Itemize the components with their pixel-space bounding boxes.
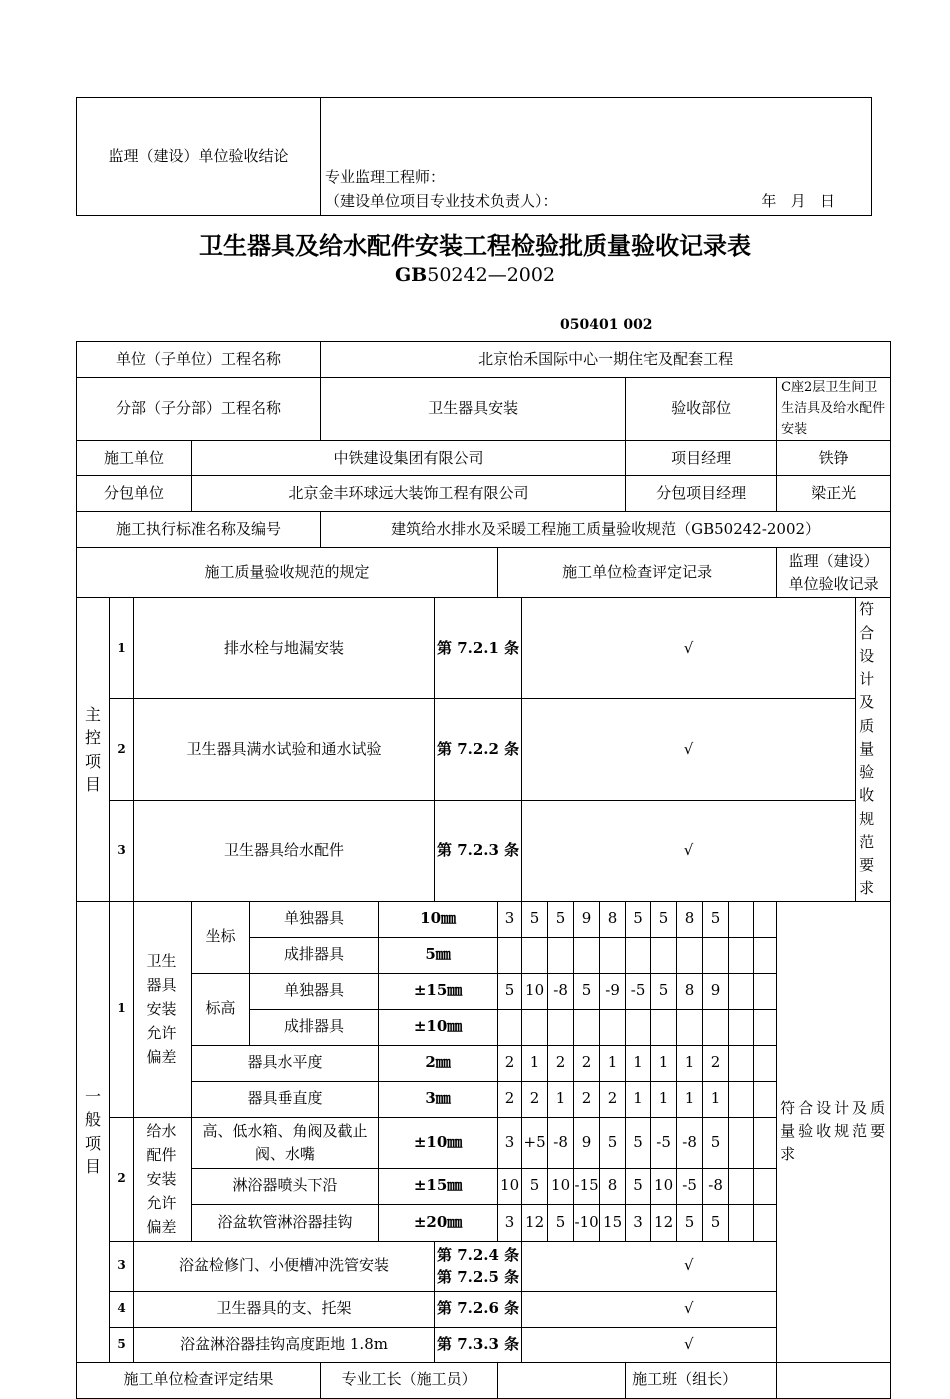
measurement-cell [729,1117,754,1168]
measurement-cell [574,937,600,973]
date-label: 年 月 日 [761,192,835,210]
general-row-name: 单独器具 [250,973,379,1009]
measurement-cell: 9 [703,973,729,1009]
main-item-no: 2 [110,699,134,800]
main-control-label: 主控项目 [77,598,110,901]
measurement-cell [754,1204,777,1241]
measurement-cell [754,973,777,1009]
main-item-clause: 第 7.2.2 条 [435,699,522,800]
measurement-cell [677,937,703,973]
measurement-cell [626,1009,651,1045]
measurement-cell [754,1117,777,1168]
measurement-cell [651,1009,677,1045]
general-item-no: 4 [110,1291,134,1327]
general-row-name: 器具垂直度 [192,1081,379,1117]
measurement-cell: -5 [626,973,651,1009]
general-row-name: 单独器具 [250,901,379,937]
measurement-cell: 5 [522,1168,548,1204]
owner-label: （建设单位项目专业技术负责人）： [325,192,558,210]
general-row-name: 浴盆软管淋浴器挂钩 [192,1204,379,1241]
measurement-cell: 5 [703,901,729,937]
main-item-name: 卫生器具给水配件 [134,800,435,901]
general-item-no: 5 [110,1327,134,1362]
measurement-cell: 9 [574,901,600,937]
general-item-clause-line: 第 7.2.5 条 [436,1268,520,1287]
measurement-cell: 2 [498,1045,522,1081]
general-item-name: 卫生器具的支、托架 [134,1291,435,1327]
measurement-cell: -9 [600,973,626,1009]
measurement-cell [600,937,626,973]
measurement-cell: 9 [574,1117,600,1168]
measurement-cell: 5 [626,1168,651,1204]
measurement-cell: 5 [600,1117,626,1168]
measurement-cell [729,1081,754,1117]
measurement-cell: 1 [522,1045,548,1081]
measurement-cell: 1 [651,1045,677,1081]
measurement-cell [754,1168,777,1204]
subdivision-label: 分部（子分部）工程名称 [77,378,321,441]
measurement-cell: 3 [498,1117,522,1168]
general-item-clause [435,1241,522,1291]
measurement-cell [729,1204,754,1241]
main-item-clause: 第 7.2.1 条 [435,598,522,699]
general-group-name: 给水配件安装允许偏差 [134,1117,192,1241]
measurement-cell: 2 [703,1045,729,1081]
measurement-cell: 1 [703,1081,729,1117]
general-row-name: 器具水平度 [192,1045,379,1081]
general-row-name: 淋浴器喷头下沿 [192,1168,379,1204]
main-item-name: 卫生器具满水试验和通水试验 [134,699,435,800]
team-leader-signature [777,1362,891,1398]
measurement-cell [754,901,777,937]
standard-code-number: 50242—2002 [427,264,556,286]
contractor-label: 施工单位 [77,441,192,476]
measurement-cell: 5 [626,1117,651,1168]
measurement-cell: 3 [626,1204,651,1241]
supervision-conclusion-table [76,97,872,216]
inspection-record-table [76,341,891,1399]
measurement-cell: 3 [498,901,522,937]
measurement-cell [729,1009,754,1045]
general-row-tolerance: 3㎜ [379,1081,498,1117]
general-group-no: 2 [110,1117,134,1241]
measurement-cell: 8 [600,1168,626,1204]
general-row-name: 成排器具 [250,937,379,973]
subcontractor-value: 北京金丰环球远大装饰工程有限公司 [192,476,626,512]
measurement-cell: 2 [522,1081,548,1117]
general-row-tolerance: ±15㎜ [379,973,498,1009]
general-row-name: 成排器具 [250,1009,379,1045]
main-item-result: √ [522,699,856,800]
inspection-part-label: 验收部位 [626,378,777,441]
general-conclusion: 符合设计及质量验收规范要求 [777,901,891,1362]
general-row-tolerance: ±10㎜ [379,1117,498,1168]
measurement-cell [626,937,651,973]
measurement-cell [498,1009,522,1045]
coordinate-label: 坐标 [192,901,250,973]
measurement-cell [754,1045,777,1081]
measurement-cell [522,1009,548,1045]
general-item-clause: 第 7.2.6 条 [435,1291,522,1327]
main-item-name: 排水栓与地漏安装 [134,598,435,699]
measurement-cell [729,1168,754,1204]
subdivision-value: 卫生器具安装 [321,378,626,441]
measurement-cell: 5 [703,1204,729,1241]
main-item-result: √ [522,800,856,901]
measurement-cell: 10 [522,973,548,1009]
conclusion-label: 监理（建设）单位验收结论 [77,98,321,216]
general-row-tolerance: 2㎜ [379,1045,498,1081]
measurement-cell: -8 [548,1117,574,1168]
measurement-cell [677,1009,703,1045]
foreman-label: 专业工长（施工员） [321,1362,498,1398]
general-item-no: 3 [110,1241,134,1291]
measurement-cell [574,1009,600,1045]
main-control-conclusion: 符合设计及质量验收规范要求 [856,598,891,901]
general-item-clause: 第 7.3.3 条 [435,1327,522,1362]
measurement-cell: 5 [574,973,600,1009]
measurement-cell: +5 [522,1117,548,1168]
measurement-cell: 8 [677,901,703,937]
measurement-cell: 1 [677,1045,703,1081]
measurement-cell: 1 [626,1081,651,1117]
general-item-result: √ [522,1291,856,1327]
measurement-cell [498,937,522,973]
measurement-cell: 1 [548,1081,574,1117]
measurement-cell: 5 [522,901,548,937]
measurement-cell: -15 [574,1168,600,1204]
measurement-cell [703,937,729,973]
elevation-label: 标高 [192,973,250,1045]
general-item-clause-line: 第 7.2.4 条 [436,1245,520,1264]
general-item-name: 浴盆检修门、小便槽冲洗管安装 [134,1241,435,1291]
foreman-signature [498,1362,626,1398]
measurement-cell: 15 [600,1204,626,1241]
measurement-cell: 8 [600,901,626,937]
general-row-tolerance: 5㎜ [379,937,498,973]
project-manager-label: 项目经理 [626,441,777,476]
measurement-cell [703,1009,729,1045]
measurement-cell [522,937,548,973]
measurement-cell: 2 [574,1081,600,1117]
main-item-no: 1 [110,598,134,699]
measurement-cell: -10 [574,1204,600,1241]
measurement-cell: 2 [498,1081,522,1117]
standard-value: 建筑给水排水及采暖工程施工质量验收规范（GB50242-2002） [321,512,891,548]
measurement-cell: -5 [651,1117,677,1168]
measurement-cell: 3 [498,1204,522,1241]
general-row-tolerance: ±20㎜ [379,1204,498,1241]
contractor-value: 中铁建设集团有限公司 [192,441,626,476]
general-item-result: √ [522,1241,856,1291]
standard-label: 施工执行标准名称及编号 [77,512,321,548]
measurement-cell [548,1009,574,1045]
measurement-cell: 5 [651,901,677,937]
measurement-cell: 12 [651,1204,677,1241]
measurement-cell: -8 [677,1117,703,1168]
general-row-tolerance: ±15㎜ [379,1168,498,1204]
measurement-cell: 5 [548,1204,574,1241]
spec-column-header: 施工质量验收规范的规定 [77,548,498,598]
measurement-cell [754,1009,777,1045]
subcontractor-label: 分包单位 [77,476,192,512]
inspection-part-value: C座2层卫生间卫生洁具及给水配件安装 [777,378,891,441]
measurement-cell: 1 [626,1045,651,1081]
sub-project-manager-value: 梁正光 [777,476,891,512]
measurement-cell: 10 [548,1168,574,1204]
measurement-cell: 8 [677,973,703,1009]
measurement-cell: -5 [677,1168,703,1204]
supervisor-column-header: 监理（建设）单位验收记录 [777,548,891,598]
measurement-cell: 1 [651,1081,677,1117]
measurement-cell: 5 [548,901,574,937]
measurement-cell [600,1009,626,1045]
measurement-cell: 12 [522,1204,548,1241]
main-item-no: 3 [110,800,134,901]
sub-project-manager-label: 分包项目经理 [626,476,777,512]
measurement-cell: 2 [600,1081,626,1117]
general-group-name: 卫生器具安装允许偏差 [134,901,192,1117]
team-leader-label: 施工班（组长） [626,1362,777,1398]
document-title: 卫生器具及给水配件安装工程检验批质量验收记录表 [199,232,751,260]
measurement-cell [548,937,574,973]
measurement-cell: 10 [498,1168,522,1204]
project-name-label: 单位（子单位）工程名称 [77,342,321,378]
measurement-cell [729,1045,754,1081]
measurement-cell: 5 [498,973,522,1009]
general-items-label: 一般项目 [77,901,110,1362]
measurement-cell [729,973,754,1009]
measurement-cell [754,1081,777,1117]
general-group-no: 1 [110,901,134,1117]
measurement-cell: -8 [548,973,574,1009]
measurement-cell: 1 [677,1081,703,1117]
measurement-cell: 5 [703,1117,729,1168]
measurement-cell: 2 [548,1045,574,1081]
signature-area [321,98,872,216]
project-name-value: 北京怡禾国际中心一期住宅及配套工程 [321,342,891,378]
general-item-result: √ [522,1327,856,1362]
measurement-cell: 5 [626,901,651,937]
measurement-cell [651,937,677,973]
general-row-tolerance: 10㎜ [379,901,498,937]
measurement-cell: 2 [574,1045,600,1081]
contractor-result-label: 施工单位检查评定结果 [77,1362,321,1398]
project-manager-value: 铁铮 [777,441,891,476]
measurement-cell [729,901,754,937]
engineer-label: 专业监理工程师： [325,168,446,186]
measurement-cell [729,937,754,973]
measurement-cell [754,937,777,973]
measurement-cell: -8 [703,1168,729,1204]
measurement-cell: 5 [677,1204,703,1241]
measurement-cell: 10 [651,1168,677,1204]
check-column-header: 施工单位检查评定记录 [498,548,777,598]
measurement-cell: 1 [600,1045,626,1081]
general-row-tolerance: ±10㎜ [379,1009,498,1045]
standard-code-prefix: GB [394,264,428,286]
general-row-name: 高、低水箱、角阀及截止阀、水嘴 [192,1117,379,1168]
standard-code [0,264,950,286]
general-item-name: 浴盆淋浴器挂钩高度距地 1.8m [134,1327,435,1362]
main-item-result: √ [522,598,856,699]
measurement-cell: 5 [651,973,677,1009]
document-number: 050401 002 [560,317,653,333]
main-item-clause: 第 7.2.3 条 [435,800,522,901]
